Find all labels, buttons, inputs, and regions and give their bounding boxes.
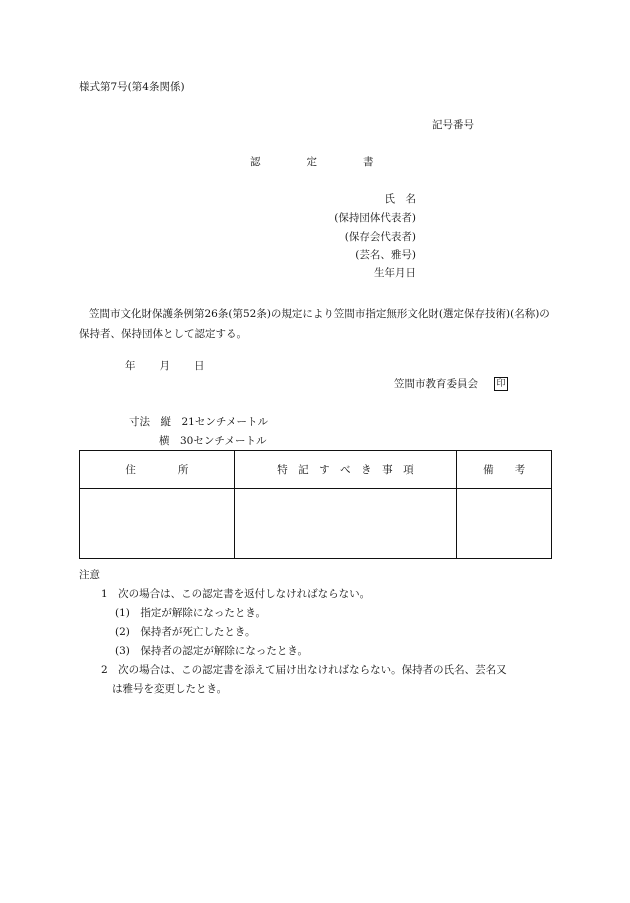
note-item-1-1: (1) 指定が解除になったとき。 <box>115 607 266 619</box>
header-remarks: 備 考 <box>457 451 552 489</box>
cell-special-notes[interactable] <box>234 489 456 559</box>
title-char-2: 定 <box>306 156 317 168</box>
certification-body: 笠間市文化財保護条例第26条(第52条)の規定により笠間市指定無形文化財(選定保存技術)(名称)の保持者、保持団体として認定する。 <box>79 308 550 340</box>
title-char-1: 認 <box>250 156 261 168</box>
holder-assoc-rep-label: (保存会代表者) <box>344 231 416 243</box>
date-line <box>125 361 229 372</box>
dimensions-horizontal: 横 30センチメートル <box>159 435 267 447</box>
dimensions-vertical: 寸法 縦 21センチメートル <box>129 416 268 428</box>
symbol-number-label: 記号番号 <box>432 119 474 131</box>
note-item-1: 1 次の場合は、この認定書を返付しなければならない。 <box>101 588 371 600</box>
note-item-2: 2 次の場合は、この認定書を添えて届け出なければならない。保持者の氏名、芸名又 <box>101 664 507 676</box>
issuer-line <box>394 377 508 391</box>
note-item-1-2: (2) 保持者が死亡したとき。 <box>115 626 256 638</box>
cell-remarks[interactable] <box>457 489 552 559</box>
details-table <box>79 450 552 559</box>
holder-group-rep-label: (保持団体代表者) <box>334 212 416 224</box>
title-char-3: 書 <box>363 156 374 168</box>
cell-address[interactable] <box>80 489 235 559</box>
holder-name-label: 氏 名 <box>384 193 416 205</box>
table-header-row <box>80 451 552 489</box>
note-item-1-3: (3) 保持者の認定が解除になったとき。 <box>115 645 308 657</box>
date-day: 日 <box>194 360 205 372</box>
header-special-notes: 特 記 す べ き 事 項 <box>234 451 456 489</box>
document-title <box>250 157 420 168</box>
note-item-2-continued: は雅号を変更したとき。 <box>112 683 228 695</box>
seal-mark: 印 <box>494 377 508 391</box>
header-address: 住 所 <box>80 451 235 489</box>
date-month: 月 <box>159 360 170 372</box>
issuer-name: 笠間市教育委員会 <box>394 378 478 390</box>
holder-stage-name-label: (芸名、雅号) <box>355 249 416 261</box>
holder-birth-label: 生年月日 <box>374 267 416 279</box>
date-year: 年 <box>125 360 136 372</box>
table-row <box>80 489 552 559</box>
notes-heading: 注意 <box>79 569 100 581</box>
form-number: 様式第7号(第4条関係) <box>79 81 185 93</box>
